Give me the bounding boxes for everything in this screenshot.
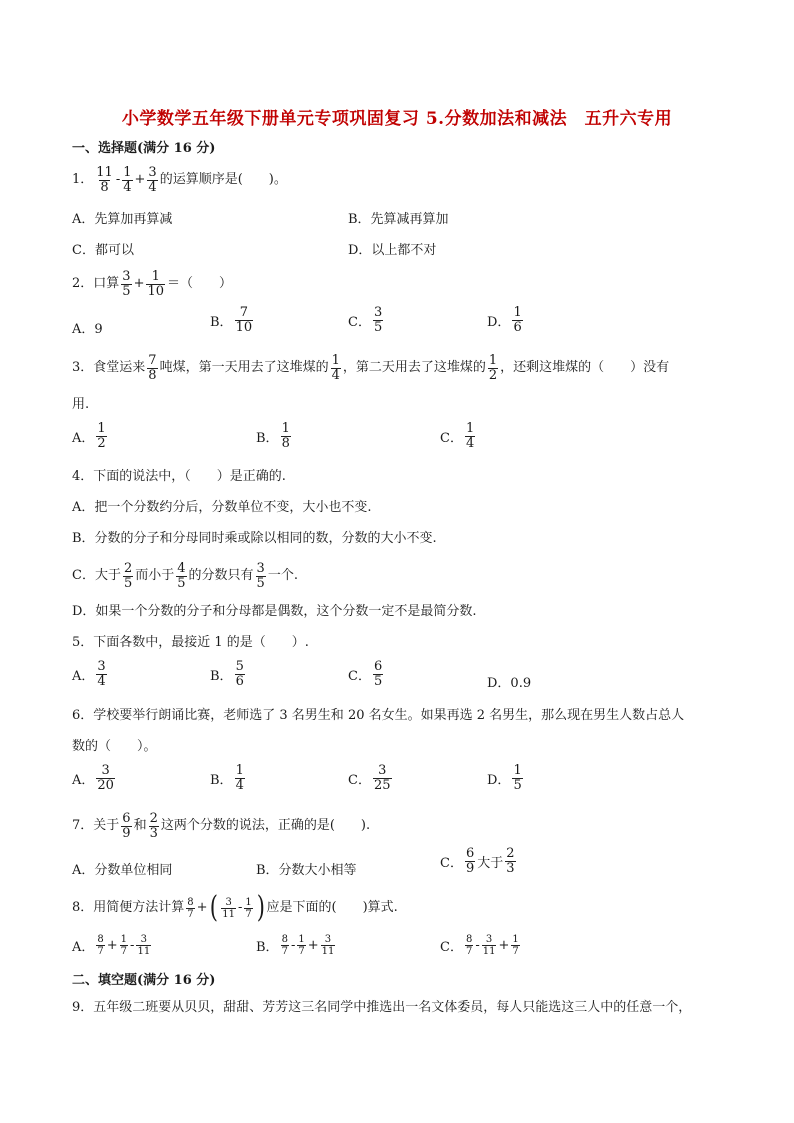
option-c[interactable]: C． $\frac{3}{5}$: [348, 305, 383, 335]
option-a[interactable]: A． $\frac{3}{20}$: [72, 763, 114, 793]
question-8-stem: 8．用简便方法计算 $\frac{8}{7}$ + ( $\frac{3}{11}$ - $\frac{1}{7}$ ) 应是下面的( )算式.: [72, 890, 398, 925]
fraction: $\frac{1}{2}$: [488, 352, 498, 383]
fraction: $\frac{1}{10}$: [147, 268, 165, 299]
question-9-stem: 9．五年级二班要从贝贝，甜甜、芳芳这三名同学中推选出一名文体委员，每人只能选这三人中的任意一个，: [72, 1000, 692, 1015]
question-6-stem: 6．学校要举行朗诵比赛，老师选了 3 名男生和 20 名女生。如果再选 2 名男生，那么现在男生人数占总人: [72, 708, 685, 723]
question-7-stem: 7．关于 $\frac{6}{9}$ 和 $\frac{2}{3}$ 这两个分数的说法，正确的是( ).: [72, 810, 371, 841]
option-b[interactable]: B． $\frac{1}{4}$: [210, 763, 244, 793]
fraction: $\frac{7}{8}$: [148, 352, 157, 383]
option-d[interactable]: D． $\frac{1}{6}$: [487, 305, 522, 335]
option-a[interactable]: A．先算加再算减: [72, 212, 173, 227]
option-c[interactable]: C． $\frac{6}{9}$ 大于 $\frac{2}{3}$: [440, 846, 515, 876]
option-b[interactable]: B． $\frac{8}{7}$ - $\frac{1}{7}$ + $\frac{3}{11}$: [256, 934, 335, 957]
option-b[interactable]: B． $\frac{7}{10}$: [210, 305, 253, 335]
option-c[interactable]: C．都可以: [72, 243, 134, 258]
option-b[interactable]: B． $\frac{5}{6}$: [210, 659, 244, 689]
fraction: $\frac{3}{5}$: [122, 268, 131, 299]
page-title: 小学数学五年级下册单元专项巩固复习 5.分数加法和减法 五升六专用: [121, 109, 673, 129]
fraction: $\frac{1}{4}$: [123, 164, 132, 195]
option-d[interactable]: D． $\frac{1}{5}$: [487, 763, 522, 793]
question-1-stem: 1． $\frac{11}{8}$ - $\frac{1}{4}$ + $\frac{3}{4}$ 的运算顺序是( )。: [72, 164, 287, 195]
question-3-continued: 用.: [72, 397, 90, 412]
option-d[interactable]: D．如果一个分数的分子和分母都是偶数，这个分数一定不是最简分数.: [72, 604, 477, 619]
section-header-choice: 一、选择题(满分 16 分): [72, 141, 216, 156]
fraction: $\frac{1}{4}$: [331, 352, 340, 383]
option-c[interactable]: C． $\frac{3}{25}$: [348, 763, 391, 793]
option-a[interactable]: A． $\frac{8}{7}$ + $\frac{1}{7}$ - $\frac{3}{11}$: [72, 934, 151, 957]
option-b[interactable]: B．分数大小相等: [256, 863, 357, 878]
question-4-stem: 4．下面的说法中，（ ）是正确的.: [72, 469, 286, 484]
option-a[interactable]: A．把一个分数约分后，分数单位不变，大小也不变.: [72, 500, 372, 515]
option-a[interactable]: A． $\frac{1}{2}$: [72, 421, 106, 451]
question-5-stem: 5．下面各数中，最接近 1 的是（ ）.: [72, 635, 309, 650]
fraction: $\frac{11}{8}$: [96, 164, 113, 195]
option-c[interactable]: C． $\frac{1}{4}$: [440, 421, 475, 451]
question-3-stem: 3．食堂运来 $\frac{7}{8}$ 吨煤，第一天用去了这堆煤的 $\frac{1}{4}$ ，第二天用去了这堆煤的 $\frac{1}{2}$ ，还剩这堆煤的（ ）没有: [72, 352, 670, 383]
option-c[interactable]: C． $\frac{8}{7}$ - $\frac{3}{11}$ + $\frac{1}{7}$: [440, 934, 519, 957]
option-b[interactable]: B．分数的分子和分母同时乘或除以相同的数，分数的大小不变.: [72, 531, 437, 546]
option-a[interactable]: A．分数单位相同: [72, 863, 173, 878]
fraction: $\frac{3}{4}$: [148, 164, 157, 195]
question-6-continued: 数的（ ）。: [72, 739, 157, 754]
option-d[interactable]: D．以上都不对: [348, 243, 437, 258]
option-b[interactable]: B．先算减再算加: [348, 212, 449, 227]
option-c[interactable]: C．大于 $\frac{2}{5}$ 而小于 $\frac{4}{5}$ 的分数只有 $\frac{3}{5}$ 一个.: [72, 560, 298, 591]
option-a[interactable]: A． $\frac{3}{4}$: [72, 659, 106, 689]
option-c[interactable]: C． $\frac{6}{5}$: [348, 659, 383, 689]
option-b[interactable]: B． $\frac{1}{8}$: [256, 421, 290, 451]
question-2-stem: 2．口算 $\frac{3}{5}$ + $\frac{1}{10}$ ＝（ ）: [72, 268, 233, 299]
option-d[interactable]: D．0.9: [487, 676, 532, 691]
section-header-fill-in: 二、填空题(满分 16 分): [72, 973, 216, 988]
option-a[interactable]: A．9: [72, 322, 103, 337]
